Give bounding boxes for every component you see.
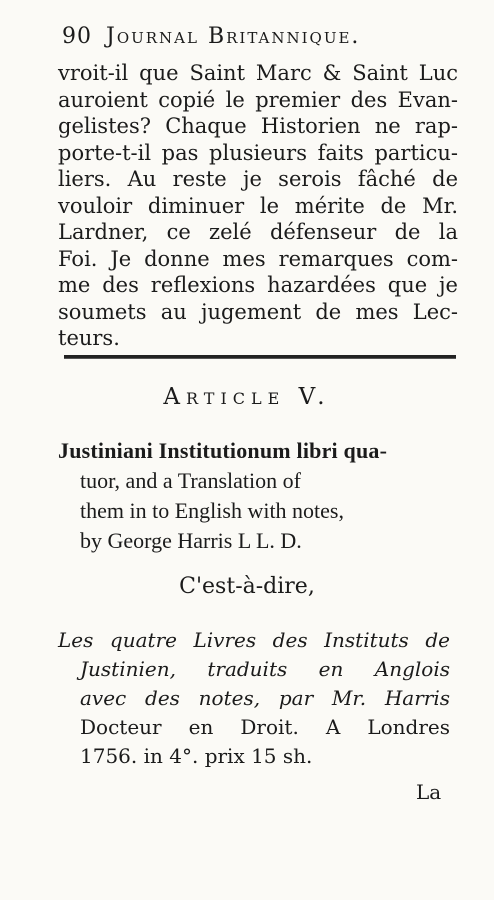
- translation-line: avec des notes, par Mr. Harris: [80, 686, 450, 710]
- translation-line: Justinien, traduits en Anglois: [80, 657, 450, 681]
- running-header: [62, 24, 462, 49]
- cest-a-dire: C'est-à-dire,: [179, 574, 315, 599]
- body-line: auroient copié le premier des Evan-: [58, 87, 458, 112]
- body-line: porte-t-il pas plusieurs faits particu-: [58, 140, 458, 165]
- catchword: La: [416, 780, 442, 804]
- body-line: vouloir diminuer le mérite de Mr.: [58, 193, 458, 218]
- book-title: [58, 436, 450, 556]
- body-paragraph: [58, 60, 458, 352]
- title-line: Justiniani Institutionum libri qua-: [58, 438, 388, 463]
- section-divider: [64, 355, 456, 359]
- body-line: Lardner, ce zelé défenseur de la: [58, 220, 458, 244]
- page-number: 90: [62, 24, 92, 49]
- translation-line: Docteur en Droit. A Londres: [80, 715, 450, 739]
- translation-line: 1756. in 4°. prix 15 sh.: [80, 744, 313, 768]
- title-line: by George Harris L L. D.: [80, 528, 302, 553]
- body-line: teurs.: [58, 326, 120, 350]
- body-line: vroit-il que Saint Marc & Saint Luc: [58, 61, 458, 85]
- body-line: soumets au jugement de mes Lec-: [58, 299, 458, 324]
- translation-line: Les quatre Livres des Instituts de: [58, 628, 450, 652]
- title-line: tuor, and a Translation of: [80, 468, 301, 493]
- body-line: liers. Au reste je serois fâché de: [58, 167, 458, 191]
- body-line: gelistes? Chaque Historien ne rap-: [58, 114, 458, 138]
- article-heading: Article V.: [163, 384, 331, 410]
- body-line: Foi. Je donne mes remarques com-: [58, 246, 458, 271]
- title-line: them in to English with notes,: [80, 498, 344, 523]
- body-line: me des reflexions hazardées que je: [58, 273, 458, 297]
- french-translation-title: [58, 626, 450, 771]
- running-head-title: Journal Britannique.: [106, 24, 361, 49]
